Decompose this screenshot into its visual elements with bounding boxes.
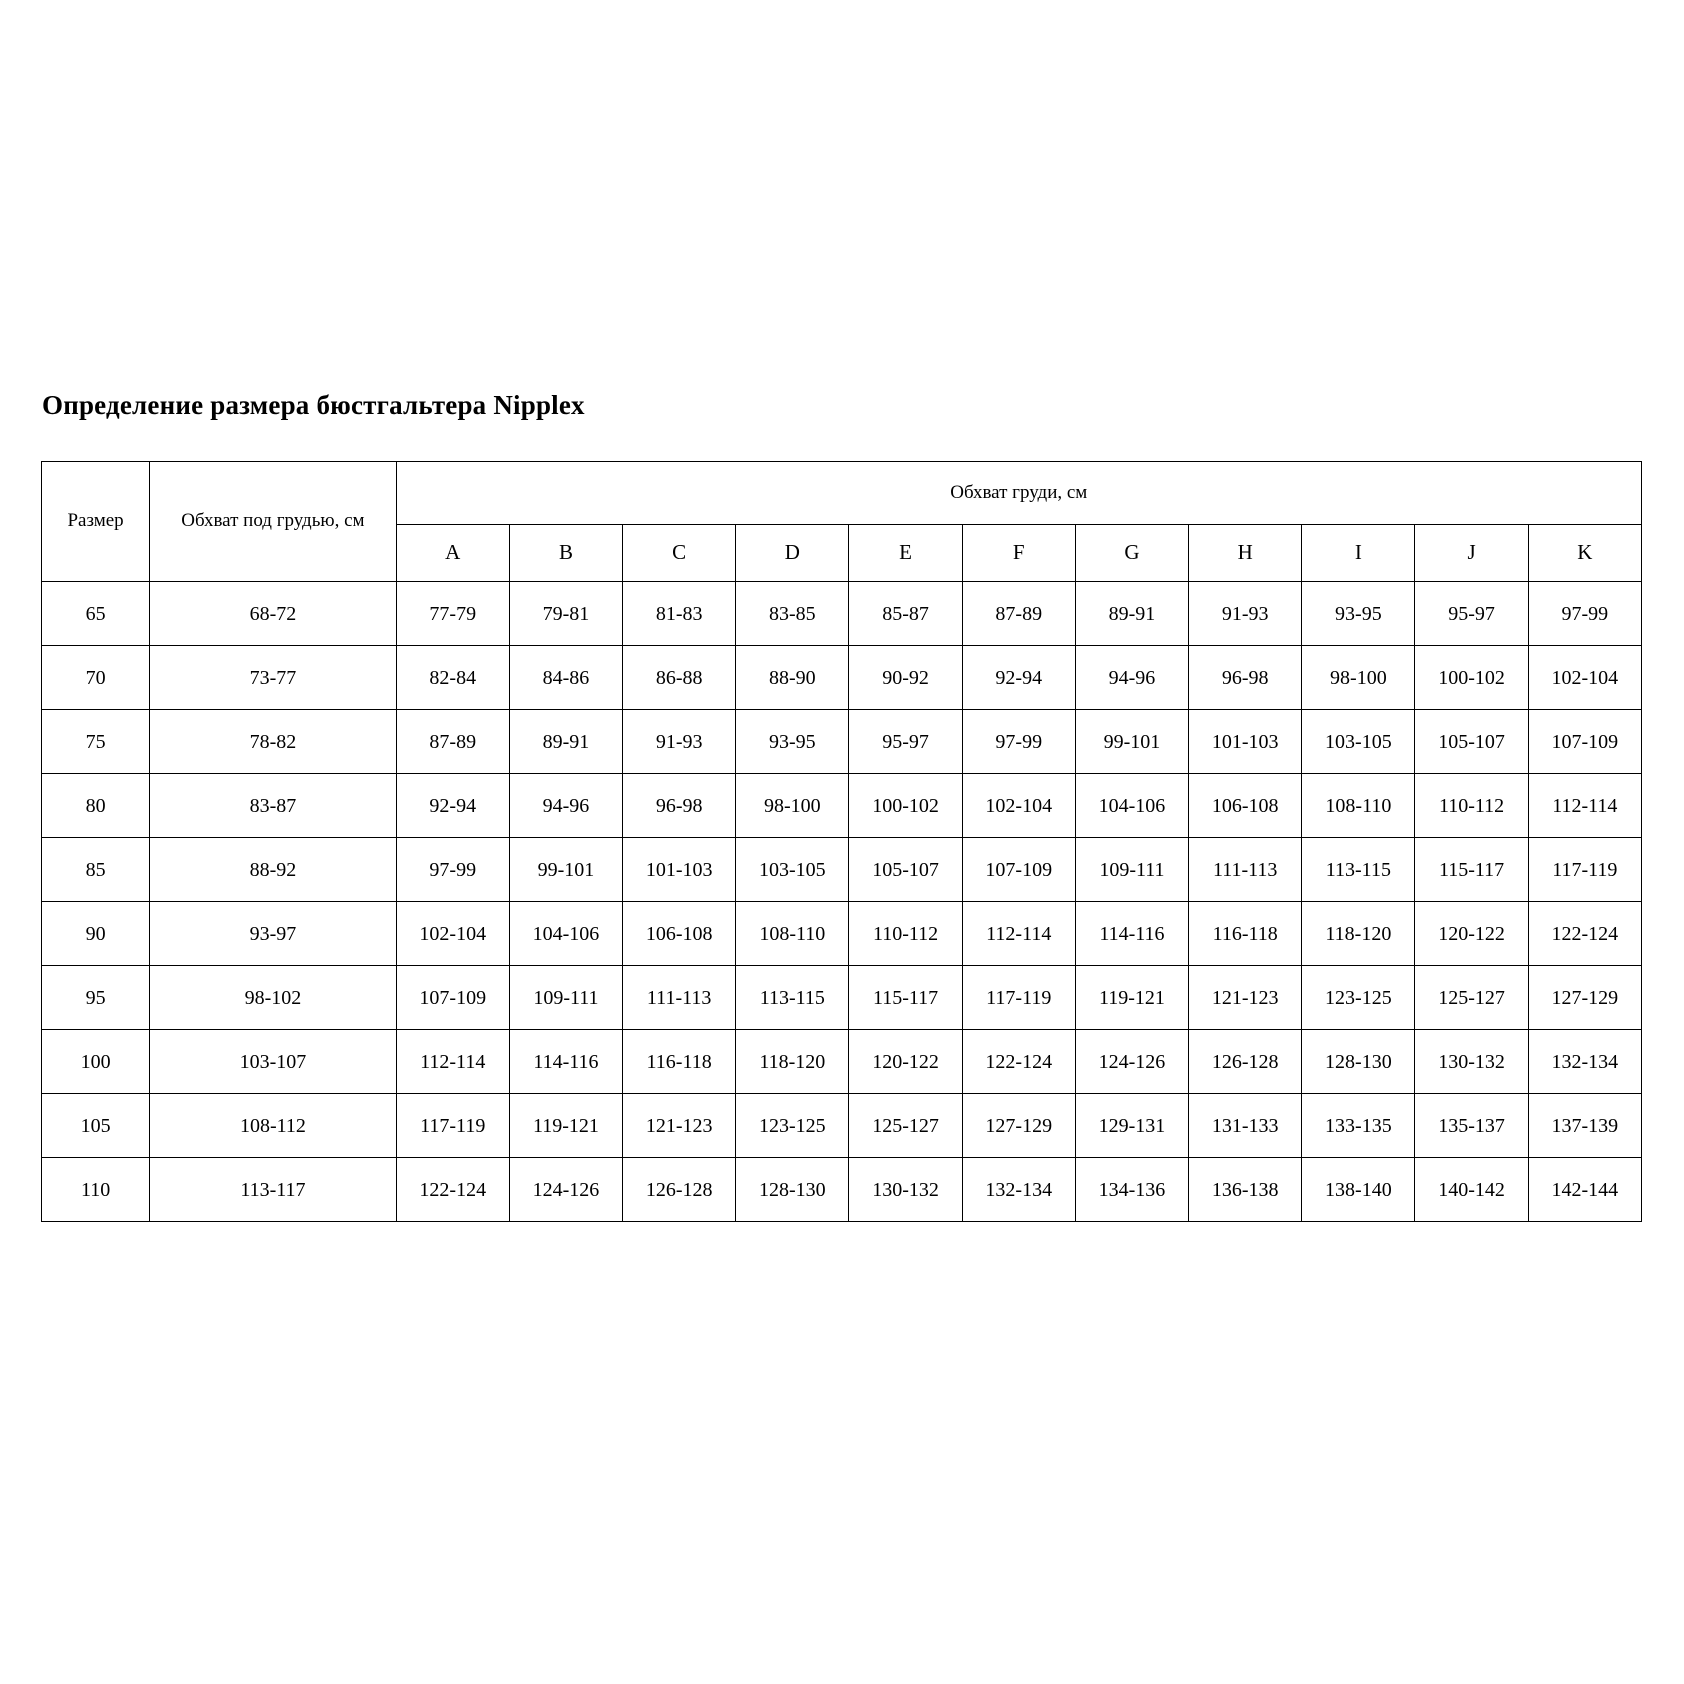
cell-cup-h: 111-113 <box>1189 838 1302 902</box>
table-header-row-top <box>42 462 1642 525</box>
header-cup-a: A <box>396 525 509 582</box>
cell-underbust: 93-97 <box>150 902 396 966</box>
cell-cup-e: 105-107 <box>849 838 962 902</box>
cell-cup-a: 107-109 <box>396 966 509 1030</box>
header-cup-k: K <box>1528 525 1641 582</box>
cell-cup-g: 124-126 <box>1075 1030 1188 1094</box>
cell-underbust: 113-117 <box>150 1158 396 1222</box>
cell-cup-a: 102-104 <box>396 902 509 966</box>
cell-cup-g: 89-91 <box>1075 582 1188 646</box>
cell-cup-j: 130-132 <box>1415 1030 1528 1094</box>
cell-size: 95 <box>42 966 150 1030</box>
cell-cup-k: 132-134 <box>1528 1030 1641 1094</box>
cell-cup-j: 105-107 <box>1415 710 1528 774</box>
cell-cup-b: 79-81 <box>509 582 622 646</box>
cell-cup-c: 111-113 <box>623 966 736 1030</box>
cell-cup-b: 124-126 <box>509 1158 622 1222</box>
header-underbust: Обхват под грудью, см <box>150 462 396 582</box>
cell-cup-b: 104-106 <box>509 902 622 966</box>
cell-cup-i: 118-120 <box>1302 902 1415 966</box>
cell-cup-i: 108-110 <box>1302 774 1415 838</box>
cell-cup-i: 93-95 <box>1302 582 1415 646</box>
cell-underbust: 108-112 <box>150 1094 396 1158</box>
cell-cup-h: 136-138 <box>1189 1158 1302 1222</box>
cell-cup-i: 113-115 <box>1302 838 1415 902</box>
cell-size: 70 <box>42 646 150 710</box>
cell-underbust: 73-77 <box>150 646 396 710</box>
cell-cup-d: 88-90 <box>736 646 849 710</box>
cell-cup-b: 114-116 <box>509 1030 622 1094</box>
cell-cup-b: 99-101 <box>509 838 622 902</box>
cell-cup-g: 119-121 <box>1075 966 1188 1030</box>
cell-cup-f: 87-89 <box>962 582 1075 646</box>
cell-underbust: 103-107 <box>150 1030 396 1094</box>
cell-cup-d: 108-110 <box>736 902 849 966</box>
cell-cup-g: 134-136 <box>1075 1158 1188 1222</box>
table-row <box>42 966 1642 1030</box>
cell-cup-i: 98-100 <box>1302 646 1415 710</box>
cell-cup-h: 101-103 <box>1189 710 1302 774</box>
header-cup-g: G <box>1075 525 1188 582</box>
cell-cup-f: 102-104 <box>962 774 1075 838</box>
cell-size: 105 <box>42 1094 150 1158</box>
cell-cup-j: 95-97 <box>1415 582 1528 646</box>
cell-cup-f: 127-129 <box>962 1094 1075 1158</box>
cell-cup-d: 83-85 <box>736 582 849 646</box>
cell-underbust: 68-72 <box>150 582 396 646</box>
cell-cup-e: 130-132 <box>849 1158 962 1222</box>
cell-cup-c: 96-98 <box>623 774 736 838</box>
cell-cup-b: 109-111 <box>509 966 622 1030</box>
cell-cup-k: 142-144 <box>1528 1158 1641 1222</box>
cell-size: 80 <box>42 774 150 838</box>
cell-cup-k: 127-129 <box>1528 966 1641 1030</box>
cell-cup-j: 135-137 <box>1415 1094 1528 1158</box>
cell-cup-i: 103-105 <box>1302 710 1415 774</box>
cell-cup-k: 117-119 <box>1528 838 1641 902</box>
cell-cup-e: 85-87 <box>849 582 962 646</box>
header-cup-b: B <box>509 525 622 582</box>
header-cup-h: H <box>1189 525 1302 582</box>
size-chart-container <box>41 461 1642 1222</box>
cell-cup-i: 138-140 <box>1302 1158 1415 1222</box>
cell-cup-k: 137-139 <box>1528 1094 1641 1158</box>
header-cup-e: E <box>849 525 962 582</box>
cell-cup-d: 103-105 <box>736 838 849 902</box>
cell-size: 90 <box>42 902 150 966</box>
cell-cup-f: 97-99 <box>962 710 1075 774</box>
cell-cup-k: 102-104 <box>1528 646 1641 710</box>
cell-underbust: 88-92 <box>150 838 396 902</box>
cell-cup-c: 91-93 <box>623 710 736 774</box>
cell-cup-b: 94-96 <box>509 774 622 838</box>
table-row <box>42 582 1642 646</box>
cell-cup-e: 110-112 <box>849 902 962 966</box>
cell-cup-j: 115-117 <box>1415 838 1528 902</box>
cell-cup-a: 112-114 <box>396 1030 509 1094</box>
cell-cup-b: 119-121 <box>509 1094 622 1158</box>
table-row <box>42 1094 1642 1158</box>
cell-cup-c: 86-88 <box>623 646 736 710</box>
cell-cup-f: 122-124 <box>962 1030 1075 1094</box>
cell-cup-e: 125-127 <box>849 1094 962 1158</box>
cell-cup-c: 126-128 <box>623 1158 736 1222</box>
cell-cup-k: 122-124 <box>1528 902 1641 966</box>
header-cup-j: J <box>1415 525 1528 582</box>
cell-cup-g: 104-106 <box>1075 774 1188 838</box>
header-cup-d: D <box>736 525 849 582</box>
cell-cup-c: 101-103 <box>623 838 736 902</box>
cell-cup-h: 91-93 <box>1189 582 1302 646</box>
cell-cup-a: 87-89 <box>396 710 509 774</box>
cell-cup-c: 81-83 <box>623 582 736 646</box>
cell-cup-d: 128-130 <box>736 1158 849 1222</box>
cell-cup-j: 140-142 <box>1415 1158 1528 1222</box>
table-row <box>42 1030 1642 1094</box>
table-row <box>42 710 1642 774</box>
cell-cup-j: 120-122 <box>1415 902 1528 966</box>
table-row <box>42 1158 1642 1222</box>
cell-cup-g: 129-131 <box>1075 1094 1188 1158</box>
cell-size: 110 <box>42 1158 150 1222</box>
cell-cup-c: 121-123 <box>623 1094 736 1158</box>
cell-cup-e: 90-92 <box>849 646 962 710</box>
table-row <box>42 838 1642 902</box>
cell-cup-j: 125-127 <box>1415 966 1528 1030</box>
cell-cup-g: 99-101 <box>1075 710 1188 774</box>
cell-cup-f: 112-114 <box>962 902 1075 966</box>
cell-size: 85 <box>42 838 150 902</box>
cell-cup-d: 93-95 <box>736 710 849 774</box>
header-cup-c: C <box>623 525 736 582</box>
cell-cup-c: 106-108 <box>623 902 736 966</box>
page-title: Определение размера бюстгальтера Nipplex <box>42 390 585 420</box>
cell-underbust: 98-102 <box>150 966 396 1030</box>
cell-cup-a: 117-119 <box>396 1094 509 1158</box>
cell-cup-a: 77-79 <box>396 582 509 646</box>
cell-cup-e: 100-102 <box>849 774 962 838</box>
cell-cup-h: 96-98 <box>1189 646 1302 710</box>
cell-cup-b: 84-86 <box>509 646 622 710</box>
cell-cup-g: 114-116 <box>1075 902 1188 966</box>
table-row <box>42 774 1642 838</box>
bra-size-table <box>41 461 1642 1222</box>
cell-cup-f: 92-94 <box>962 646 1075 710</box>
cell-cup-h: 131-133 <box>1189 1094 1302 1158</box>
cell-cup-d: 98-100 <box>736 774 849 838</box>
cell-cup-h: 116-118 <box>1189 902 1302 966</box>
cell-size: 100 <box>42 1030 150 1094</box>
header-cup-f: F <box>962 525 1075 582</box>
cell-cup-e: 120-122 <box>849 1030 962 1094</box>
header-cup-i: I <box>1302 525 1415 582</box>
table-row <box>42 646 1642 710</box>
cell-cup-i: 128-130 <box>1302 1030 1415 1094</box>
cell-cup-a: 122-124 <box>396 1158 509 1222</box>
cell-cup-i: 123-125 <box>1302 966 1415 1030</box>
cell-cup-e: 115-117 <box>849 966 962 1030</box>
cell-cup-f: 132-134 <box>962 1158 1075 1222</box>
cell-cup-g: 94-96 <box>1075 646 1188 710</box>
cell-cup-h: 106-108 <box>1189 774 1302 838</box>
header-size: Размер <box>42 462 150 582</box>
header-bust: Обхват груди, см <box>396 462 1641 525</box>
cell-cup-d: 113-115 <box>736 966 849 1030</box>
cell-cup-b: 89-91 <box>509 710 622 774</box>
cell-cup-j: 100-102 <box>1415 646 1528 710</box>
table-row <box>42 902 1642 966</box>
cell-cup-a: 97-99 <box>396 838 509 902</box>
cell-cup-d: 118-120 <box>736 1030 849 1094</box>
cell-cup-k: 107-109 <box>1528 710 1641 774</box>
cell-cup-h: 126-128 <box>1189 1030 1302 1094</box>
cell-cup-e: 95-97 <box>849 710 962 774</box>
cell-cup-a: 82-84 <box>396 646 509 710</box>
cell-underbust: 78-82 <box>150 710 396 774</box>
cell-cup-d: 123-125 <box>736 1094 849 1158</box>
cell-cup-f: 107-109 <box>962 838 1075 902</box>
table-body <box>42 462 1642 1222</box>
cell-cup-f: 117-119 <box>962 966 1075 1030</box>
cell-cup-g: 109-111 <box>1075 838 1188 902</box>
cell-size: 75 <box>42 710 150 774</box>
cell-cup-c: 116-118 <box>623 1030 736 1094</box>
cell-cup-a: 92-94 <box>396 774 509 838</box>
cell-cup-h: 121-123 <box>1189 966 1302 1030</box>
cell-cup-j: 110-112 <box>1415 774 1528 838</box>
cell-size: 65 <box>42 582 150 646</box>
cell-cup-k: 97-99 <box>1528 582 1641 646</box>
cell-cup-i: 133-135 <box>1302 1094 1415 1158</box>
cell-cup-k: 112-114 <box>1528 774 1641 838</box>
cell-underbust: 83-87 <box>150 774 396 838</box>
